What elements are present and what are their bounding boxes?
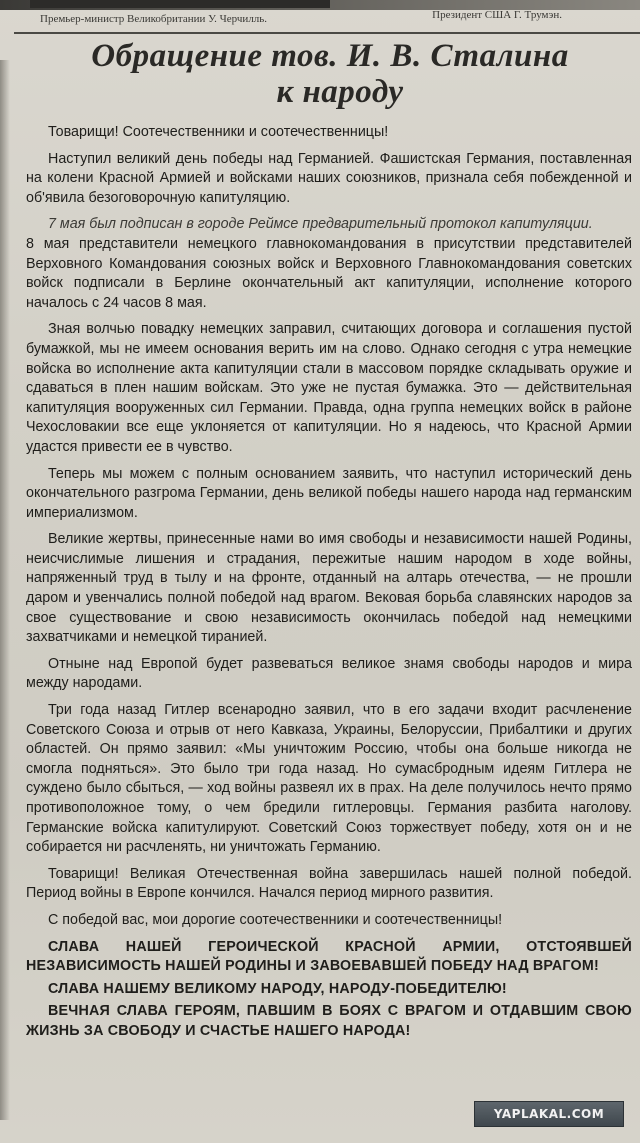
slogan-people: СЛАВА НАШЕМУ ВЕЛИКОМУ НАРОДУ, НАРОДУ-ПОБЕДИТЕЛЮ! xyxy=(48,980,507,997)
paragraph-reims: 7 мая был подписан в городе Реймсе предварительный протокол капитуляции. xyxy=(48,216,593,233)
photo-captions xyxy=(0,6,640,28)
paragraph: Три года назад Гитлер всенародно заявил, что в его задачи входит расчленение Советского Союза и отрыв от него Кавказа, Украины, Белоруссии, Прибалтики и других областей. Он прямо заявил: «Мы уничтожим Россию, чтобы она больше никогда не смогла подняться». Это было три года назад. Но сумасбродным идеям Гитлера не суждено было сбыться, — ход войны развеял их в прах. На деле получилось нечто прямо противоположное тому, о чем бредили гитлеровцы. Германия разбита наголову. Германские войска капитулируют. Советский Союз торжествует победу, хотя он и не собирается ни расчленять, ни уничтожать Германию. xyxy=(26,702,632,856)
slogan-army: СЛАВА НАШЕЙ ГЕРОИЧЕСКОЙ КРАСНОЙ АРМИИ, ОТСТОЯВШЕЙ НЕЗАВИСИМОСТЬ НАШЕЙ РОДИНЫ И ЗАВОЕВАВШЕЙ ПОБЕДУ НАД ВРАГОМ! xyxy=(26,938,632,975)
paragraph: Теперь мы можем с полным основанием заявить, что наступил исторический день окончательного разгрома Германии, день великой победы нашего народа над германским империализмом. xyxy=(26,465,632,521)
paragraph-greeting: Товарищи! Соотечественники и соотечественницы! xyxy=(48,124,389,140)
article-body xyxy=(26,123,632,1045)
title-line-1: Обращение тов. И. В. Сталина xyxy=(91,38,569,74)
page-fold-shadow xyxy=(0,60,10,1120)
paragraph-berlin: 8 мая представители немецкого главнокомандования в присутствии представителей Верховного Командования союзных войск и Верховного Главнокомандования советских войск подписали в Берлине окончательный акт капитуляции, исполнение которого началось с 24 часов 8 мая. xyxy=(26,235,632,311)
paragraph: Зная волчью повадку немецких заправил, считающих договора и соглашения пустой бумажкой, мы не имеем основания верить им на слово. Однако сегодня с утра немецкие войска во исполнение акта капитуляции стали в массовом порядке складывать оружие и сдаваться в плен нашим войскам. Это уже не пустая бумажка. Это — действительная капитуляция вооруженных сил Германии. Правда, одна группа немецких войск в районе Чехословакии все еще уклоняется от капитуляции. Но я надеюсь, что Красной Армии удастся привести ее в чувство. xyxy=(26,321,632,455)
article-title xyxy=(20,38,640,110)
caption-truman: Президент США Г. Трумэн. xyxy=(432,9,562,21)
paragraph: Товарищи! Великая Отечественная война завершилась нашей полной победой. Период войны в Европе кончился. Начался период мирного развития. xyxy=(26,865,632,902)
paragraph-congratulation: С победой вас, мои дорогие соотечественники и соотечественницы! xyxy=(48,911,503,928)
caption-churchill: Премьер-министр Великобритании У. Черчилль. xyxy=(40,13,268,25)
top-rule xyxy=(14,32,640,34)
paragraph: Наступил великий день победы над Германией. Фашистская Германия, поставленная на колени Красной Армией и войсками наших союзников, признала себя побежденной и об'явила безоговорочную капитуляцию. xyxy=(26,150,632,206)
paragraph: Отныне над Европой будет развеваться великое знамя свободы народов и мира между народами. xyxy=(26,655,632,692)
slogan-heroes: ВЕЧНАЯ СЛАВА ГЕРОЯМ, ПАВШИМ В БОЯХ С ВРАГОМ И ОТДАВШИМ СВОЮ ЖИЗНЬ ЗА СВОБОДУ И СЧАСТЬЕ НАШЕГО НАРОДА! xyxy=(26,1003,632,1039)
title-line-2: к народу xyxy=(276,74,404,110)
site-watermark: YAPLAKAL.COM xyxy=(474,1101,624,1127)
paragraph: Великие жертвы, принесенные нами во имя свободы и независимости нашей Родины, неисчислимые лишения и страдания, пережитые нашим народом в ходе войны, напряженный труд в тылу и на фронте, отданный на алтарь отечества, — не прошли даром и увенчались полной победой над врагом. Вековая борьба славянских народов за свое существование и свою независимость окончилась победой над немецкими захватчиками и немецкой тиранией. xyxy=(26,531,632,646)
